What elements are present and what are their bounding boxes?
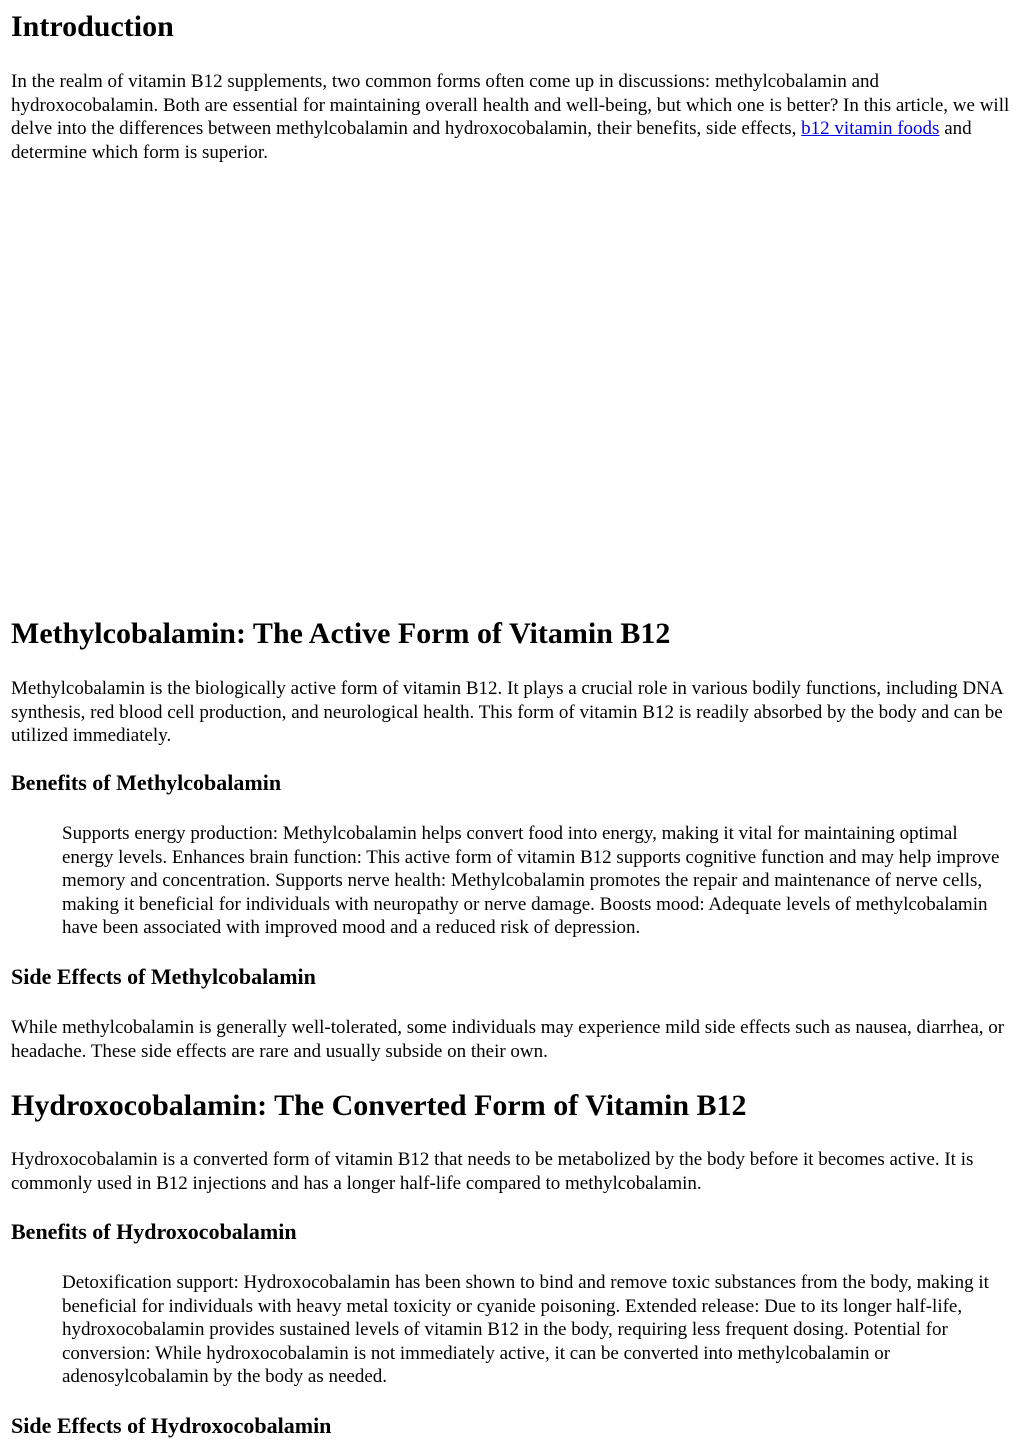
intro-text-before-link: In the realm of vitamin B12 supplements, two common forms often come up in discussions: methylcobalamin and hydroxocobalamin. Both are essential for maintaining overall health and well-being, but which one is better? In this article, we will delve into the differences between methylcobalamin and hydroxocobalamin, their benefits, side effects, [11,71,1010,139]
methylcobalamin-benefits-heading: Benefits of Methylcobalamin [11,770,282,795]
b12-vitamin-foods-link[interactable]: b12 vitamin foods [801,118,940,139]
methylcobalamin-heading: Methylcobalamin: The Active Form of Vitamin B12 [11,617,671,650]
methylcobalamin-side-effects-text: While methylcobalamin is generally well-tolerated, some individuals may experience mild side effects such as nausea, diarrhea, or headache. These side effects are rare and usually subside on their own. [11,1017,1005,1062]
hydroxocobalamin-paragraph: Hydroxocobalamin is a converted form of vitamin B12 that needs to be metabolized by the body before it becomes active. It is commonly used in B12 injections and has a longer half-life compared to methylcobalamin. [11,1149,974,1194]
intro-heading: Introduction [11,10,174,43]
hydroxocobalamin-benefits-heading: Benefits of Hydroxocobalamin [11,1219,297,1244]
hydroxocobalamin-heading: Hydroxocobalamin: The Converted Form of Vitamin B12 [11,1089,747,1122]
hydroxocobalamin-benefits-text: Detoxification support: Hydroxocobalamin has been shown to bind and remove toxic substances from the body, making it beneficial for individuals with heavy metal toxicity or cyanide poisoning. Extended release: Due to its longer half-life, hydroxocobalamin provides sustained levels of vitamin B12 in the body, requiring less frequent dosing. Potential for conversion: While hydroxocobalamin is not immediately active, it can be converted into methylcobalamin or adenosylcobalamin by the body as needed. [62,1272,989,1387]
methylcobalamin-side-effects-heading: Side Effects of Methylcobalamin [11,964,316,989]
methylcobalamin-benefits-text: Supports energy production: Methylcobalamin helps convert food into energy, making it vital for maintaining optimal energy levels. Enhances brain function: This active form of vitamin B12 supports cognitive function and may help improve memory and concentration. Supports nerve health: Methylcobalamin promotes the repair and maintenance of nerve cells, making it beneficial for individuals with neuropathy or nerve damage. Boosts mood: Adequate levels of methylcobalamin have been associated with improved mood and a reduced risk of depression. [62,823,1000,938]
blank-space [11,170,1011,610]
methylcobalamin-paragraph: Methylcobalamin is the biologically active form of vitamin B12. It plays a crucial role in various bodily functions, including DNA synthesis, red blood cell production, and neurological health. This form of vitamin B12 is readily absorbed by the body and can be utilized immediately. [11,678,1003,746]
intro-text-after-link: and determine which form is superior. [11,118,972,163]
intro-paragraph [11,70,1011,164]
hydroxocobalamin-side-effects-heading: Side Effects of Hydroxocobalamin [11,1413,332,1438]
